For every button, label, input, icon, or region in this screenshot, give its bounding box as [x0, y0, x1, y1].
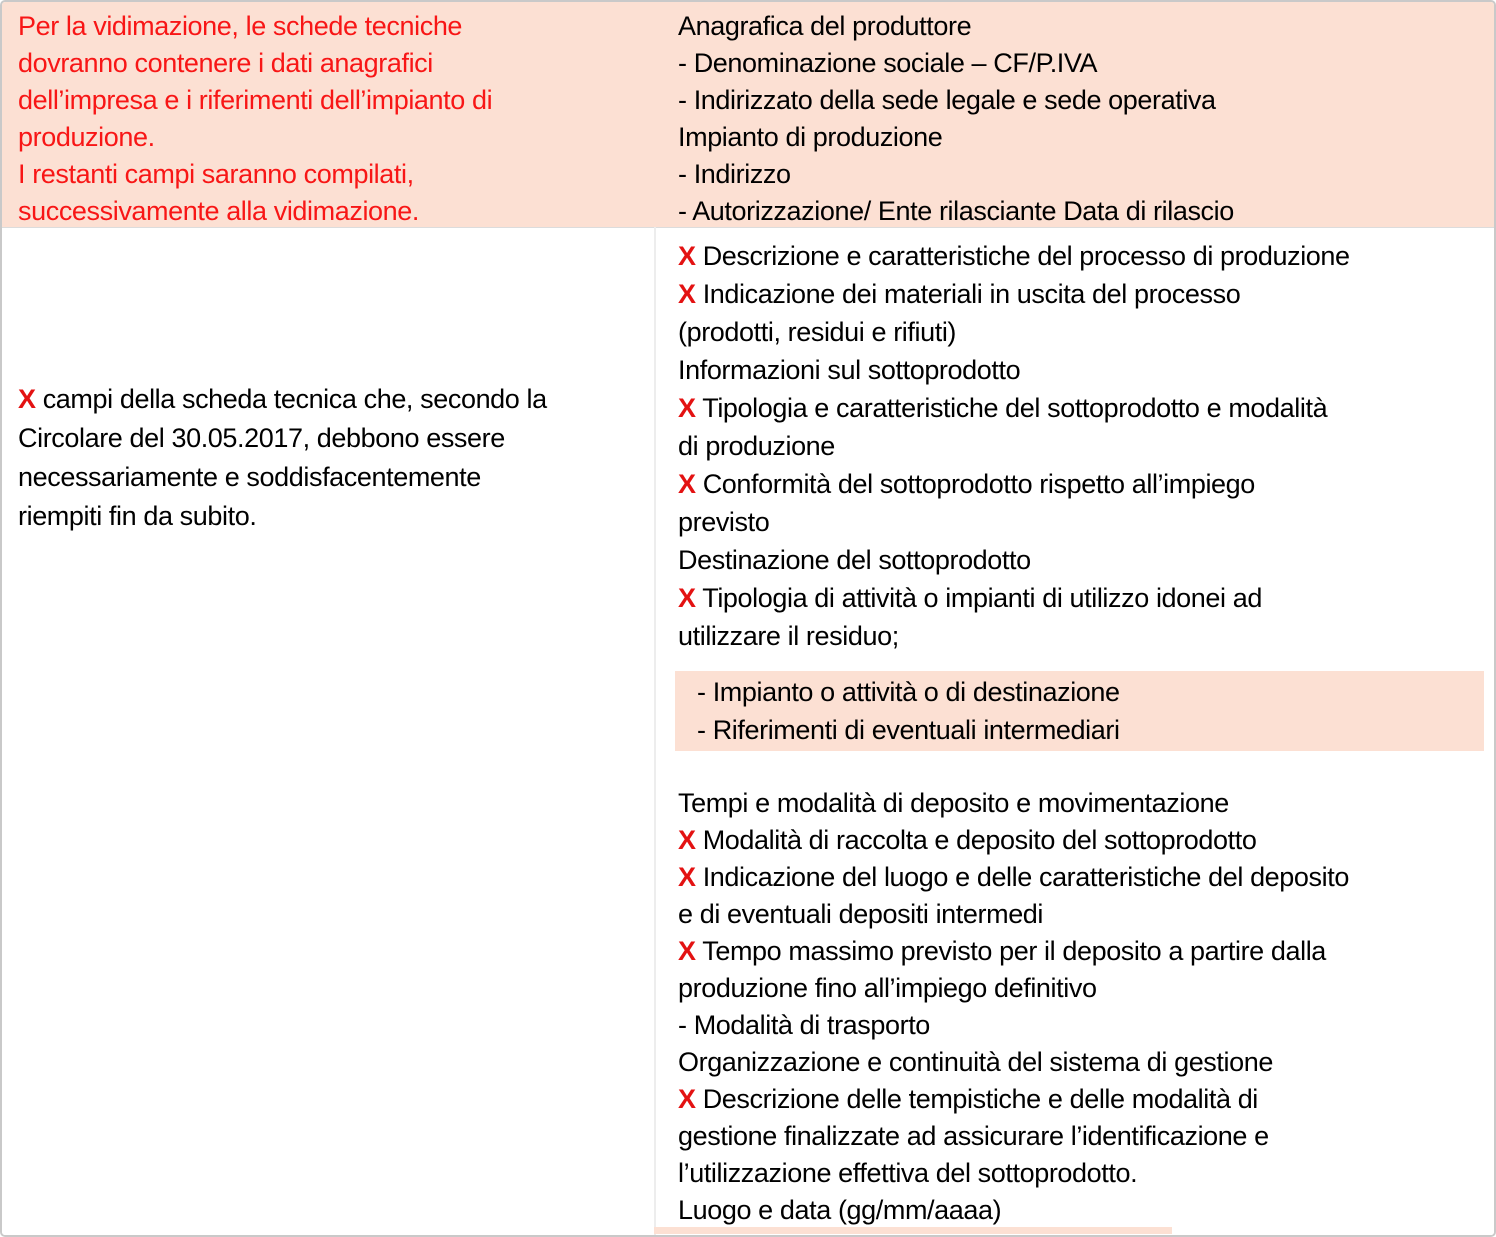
- field-line: utilizzare il residuo;: [678, 621, 899, 651]
- field-line: di produzione: [678, 431, 835, 461]
- field-line: Destinazione del sottoprodotto: [678, 545, 1031, 575]
- x-marker: X: [678, 279, 696, 309]
- field-line: X Modalità di raccolta e deposito del sottoprodotto: [678, 825, 1257, 855]
- field-line: previsto: [678, 507, 770, 537]
- scheda-tecnica-fields: [656, 228, 1494, 1236]
- x-marker: X: [678, 825, 696, 855]
- anagrafica-line: - Indirizzo: [678, 159, 791, 189]
- x-marker: X: [678, 393, 696, 423]
- x-marker: X: [18, 384, 36, 414]
- campi-obbligatori-line: X campi della scheda tecnica che, secondo la: [18, 384, 547, 414]
- vidimazione-note-line: produzione.: [18, 122, 155, 152]
- table-row-header: [2, 2, 1494, 228]
- vidimazione-note-line: dovranno contenere i dati anagrafici: [18, 48, 433, 78]
- field-line: X Indicazione dei materiali in uscita del processo: [678, 279, 1241, 309]
- x-marker: X: [678, 1084, 696, 1114]
- vidimazione-note-line: successivamente alla vidimazione.: [18, 196, 419, 226]
- x-marker: X: [678, 583, 696, 613]
- campi-obbligatori-note: [2, 228, 656, 1236]
- vidimazione-note-line: I restanti campi saranno compilati,: [18, 159, 414, 189]
- x-marker: X: [678, 241, 696, 271]
- field-line: X Tipologia e caratteristiche del sottoprodotto e modalità: [678, 393, 1328, 423]
- field-line: X Descrizione delle tempistiche e delle modalità di: [678, 1084, 1258, 1114]
- field-line: l’utilizzazione effettiva del sottoprodotto.: [678, 1158, 1138, 1188]
- field-line: Organizzazione e continuità del sistema di gestione: [678, 1047, 1273, 1077]
- destinazione-highlight-box: [675, 671, 1484, 751]
- field-line: X Conformità del sottoprodotto rispetto all’impiego: [678, 469, 1255, 499]
- anagrafica-line: Anagrafica del produttore: [678, 11, 972, 41]
- field-line: produzione fino all’impiego definitivo: [678, 973, 1097, 1003]
- fields-before-highlight: [678, 237, 1480, 655]
- vidimazione-note-line: Per la vidimazione, le schede tecniche: [18, 11, 463, 41]
- campi-obbligatori-line: necessariamente e soddisfacentemente: [18, 462, 481, 492]
- field-line: Informazioni sul sottoprodotto: [678, 355, 1021, 385]
- anagrafica-line: - Indirizzato della sede legale e sede operativa: [678, 85, 1216, 115]
- field-line: gestione finalizzate ad assicurare l’identificazione e: [678, 1121, 1269, 1151]
- anagrafica-line: Impianto di produzione: [678, 122, 943, 152]
- x-marker: X: [678, 469, 696, 499]
- field-line: Tempi e modalità di deposito e movimentazione: [678, 788, 1229, 818]
- highlight-line: - Impianto o attività o di destinazione: [697, 677, 1120, 707]
- next-row-highlight-sliver: [654, 1227, 1172, 1234]
- field-line: - Modalità di trasporto: [678, 1010, 930, 1040]
- field-line: X Tipologia di attività o impianti di utilizzo idonei ad: [678, 583, 1262, 613]
- campi-obbligatori-line: Circolare del 30.05.2017, debbono essere: [18, 423, 505, 453]
- anagrafica-produttore-list: [656, 2, 1494, 227]
- column-divider: [654, 227, 656, 1235]
- anagrafica-line: - Autorizzazione/ Ente rilasciante Data di rilascio: [678, 196, 1234, 226]
- field-line: e di eventuali depositi intermedi: [678, 899, 1044, 929]
- vidimazione-note-line: dell’impresa e i riferimenti dell’impianto di: [18, 85, 493, 115]
- field-line: X Indicazione del luogo e delle caratteristiche del deposito: [678, 862, 1349, 892]
- x-marker: X: [678, 862, 696, 892]
- field-line: (prodotti, residui e rifiuti): [678, 317, 957, 347]
- x-marker: X: [678, 936, 696, 966]
- field-line: Luogo e data (gg/mm/aaaa): [678, 1195, 1002, 1225]
- fields-after-highlight: [678, 785, 1480, 1229]
- field-line: X Descrizione e caratteristiche del processo di produzione: [678, 241, 1350, 271]
- vidimazione-note: [2, 2, 656, 227]
- table-row-body: [2, 228, 1494, 1236]
- anagrafica-line: - Denominazione sociale – CF/P.IVA: [678, 48, 1098, 78]
- field-line: X Tempo massimo previsto per il deposito a partire dalla: [678, 936, 1326, 966]
- campi-obbligatori-line: riempiti fin da subito.: [18, 501, 257, 531]
- highlight-line: - Riferimenti di eventuali intermediari: [697, 715, 1120, 745]
